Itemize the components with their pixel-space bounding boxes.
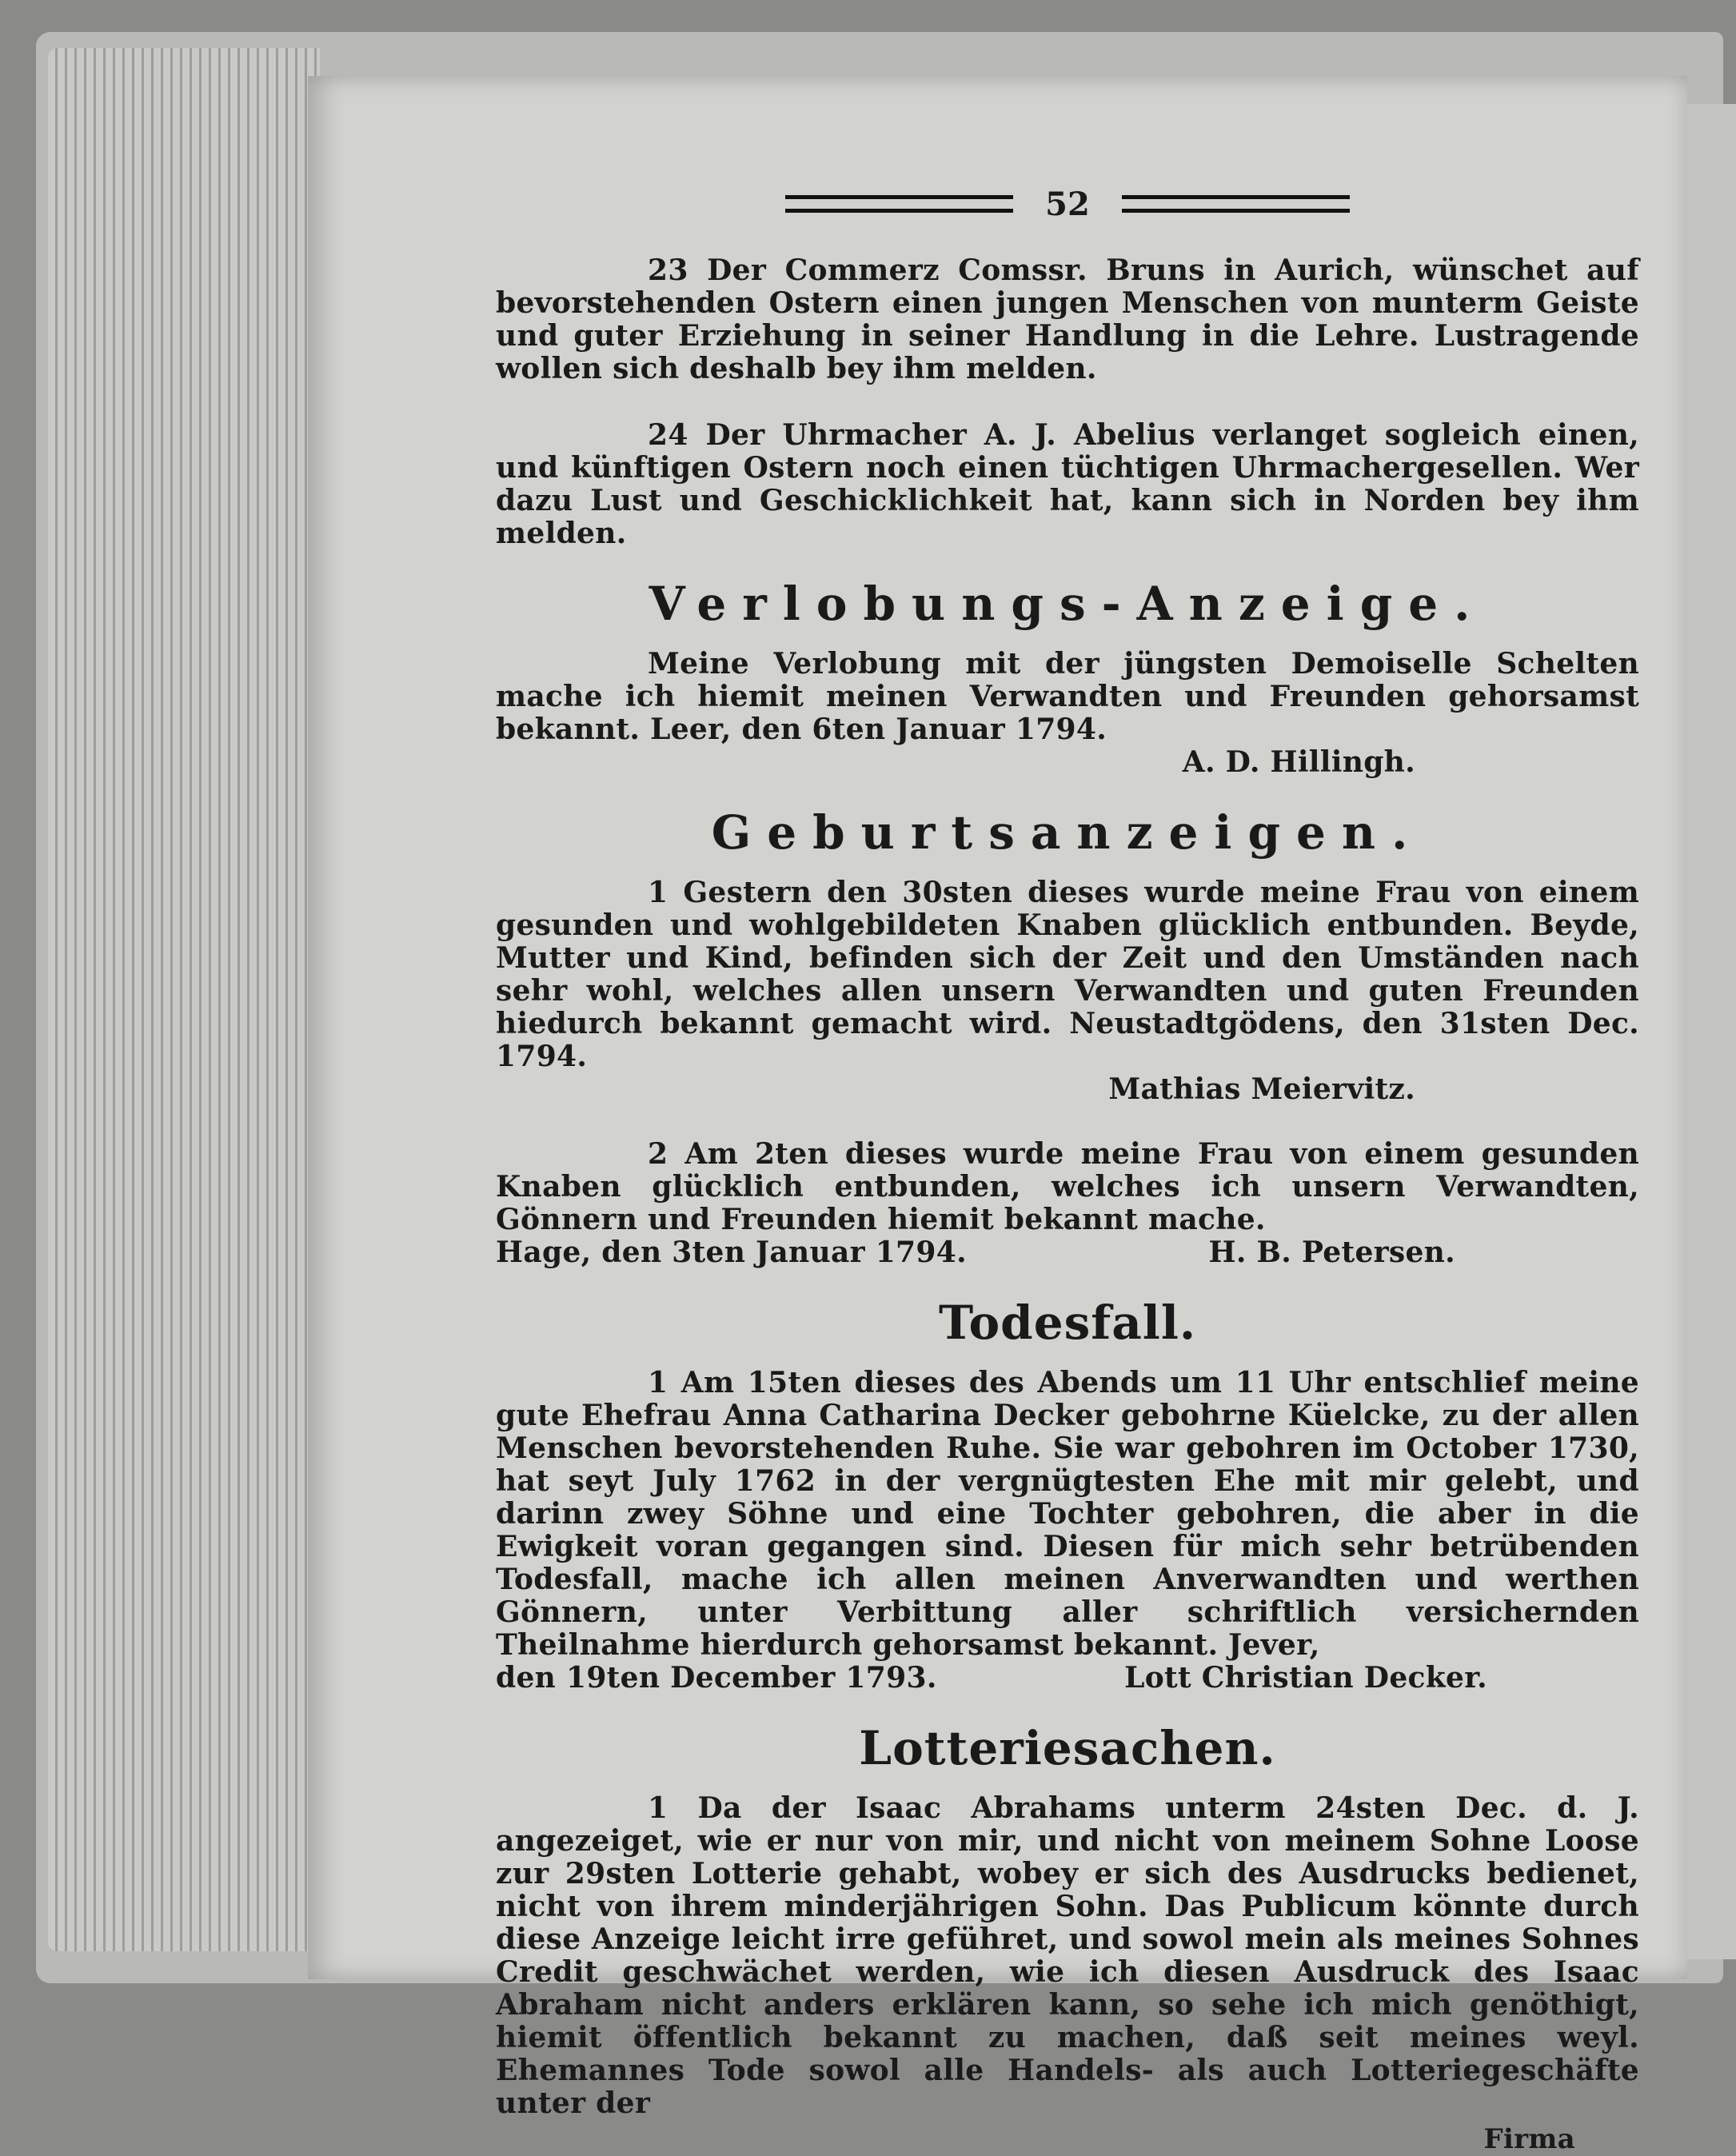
engagement-signature: A. D. Hillingh.: [1182, 745, 1415, 779]
birth-notice-2-signature: H. B. Petersen.: [1208, 1236, 1455, 1269]
page-header: [496, 168, 1639, 240]
death-notice-signature: Lott Christian Decker.: [1124, 1661, 1487, 1695]
header-rule-right: [1122, 195, 1350, 213]
facing-page-edge: [1679, 104, 1736, 1959]
death-notice-footer: [496, 1662, 1639, 1695]
book-page: [308, 76, 1687, 2155]
engagement-body: Meine Verlobung mit der jüngsten Demoiselle Schelten mache ich hiemit meinen Verwandten und Freunden gehorsamst bekannt.: [496, 647, 1639, 746]
birth-notice-1-signature: Mathias Meiervitz.: [1108, 1072, 1415, 1106]
header-rule-left: [785, 195, 1013, 213]
birth-notice-1: [496, 876, 1639, 1073]
lottery-notice: 1 Da der Isaac Abrahams unterm 24sten Dec. d. J. angezeiget, wie er nur von mir, und nicht von meinem Sohne Loose zur 29sten Lotterie gehabt, wobey er sich des Ausdrucks bedienet, nicht von ihrem minderjährigen Sohn. Das Publicum könnte durch diese Anzeige leicht irre geführet, und sowol mein als meines Sohnes Credit geschwächet werden, wie ich diesen Ausdruck des Isaac Abraham nicht anders erklären kann, so sehe ich mich genöthigt, hiemit öffentlich bekannt zu machen, daß seit meines weyl. Ehemannes Tode sowol alle Handels- als auch Lotteriegeschäfte unter der: [496, 1791, 1639, 2120]
advertisement-24: 24 Der Uhrmacher A. J. Abelius verlanget sogleich einen, und künftigen Ostern noch einen tüchtigen Uhrmachergesellen. Wer dazu Lust und Geschicklichkeit hat, kann sich in Norden bey ihm melden.: [496, 418, 1639, 550]
engagement-text: [496, 648, 1639, 746]
advertisement-23: 23 Der Commerz Comssr. Bruns in Aurich, wünschet auf bevorstehenden Ostern einen jungen Menschen von munterm Geiste und guter Erziehung in seiner Handlung in die Lehre. Lustragende wollen sich deshalb bey ihm melden.: [496, 254, 1639, 385]
lottery-heading: Lotteriesachen.: [859, 1721, 1276, 1775]
page-number: 52: [1045, 185, 1090, 223]
engagement-place-date: Leer, den 6ten Januar 1794.: [650, 713, 1107, 746]
catchword: Firma: [1483, 2123, 1575, 2155]
page-content: [496, 168, 1639, 2156]
birth-notice-2-footer: [496, 1236, 1639, 1269]
death-notice-date: den 19ten December 1793.: [496, 1661, 937, 1695]
births-heading: Geburtsanzeigen.: [711, 805, 1424, 860]
birth-notice-1-place-date: Neustadtgödens, den 31sten Dec. 1794.: [496, 1007, 1639, 1073]
page-edges: [48, 48, 320, 1951]
engagement-heading: Verlobungs-Anzeige.: [649, 577, 1487, 631]
birth-notice-1-body: 1 Gestern den 30sten dieses wurde meine Frau von einem gesunden und wohlgebildeten Knaben glücklich entbunden. Beyde, Mutter und Kind, befinden sich der Zeit und den Umständen nach sehr wohl, welches allen unsern Verwandten und guten Freunden hiedurch bekannt gemacht wird.: [496, 876, 1639, 1040]
death-heading: Todesfall.: [938, 1296, 1197, 1350]
birth-notice-2-place-date: Hage, den 3ten Januar 1794.: [496, 1236, 967, 1269]
birth-notice-2: 2 Am 2ten dieses wurde meine Frau von einem gesunden Knaben glücklich entbunden, welches ich unsern Verwandten, Gönnern und Freunden hiemit bekannt mache.: [496, 1137, 1639, 1236]
death-notice: 1 Am 15ten dieses des Abends um 11 Uhr entschlief meine gute Ehefrau Anna Catharina Decker gebohrne Küelcke, zu der allen Menschen bevorstehenden Ruhe. Sie war gebohren im October 1730, hat seyt July 1762 in der vergnügtesten Ehe mit mir gelebt, und darinn zwey Söhne und eine Tochter gebohren, die aber in die Ewigkeit voran gegangen sind. Diesen für mich sehr betrübenden Todesfall, mache ich allen meinen Anverwandten und werthen Gönnern, unter Verbittung aller schriftlich versichernden Theilnahme hierdurch gehorsamst bekannt. Jever,: [496, 1366, 1639, 1662]
